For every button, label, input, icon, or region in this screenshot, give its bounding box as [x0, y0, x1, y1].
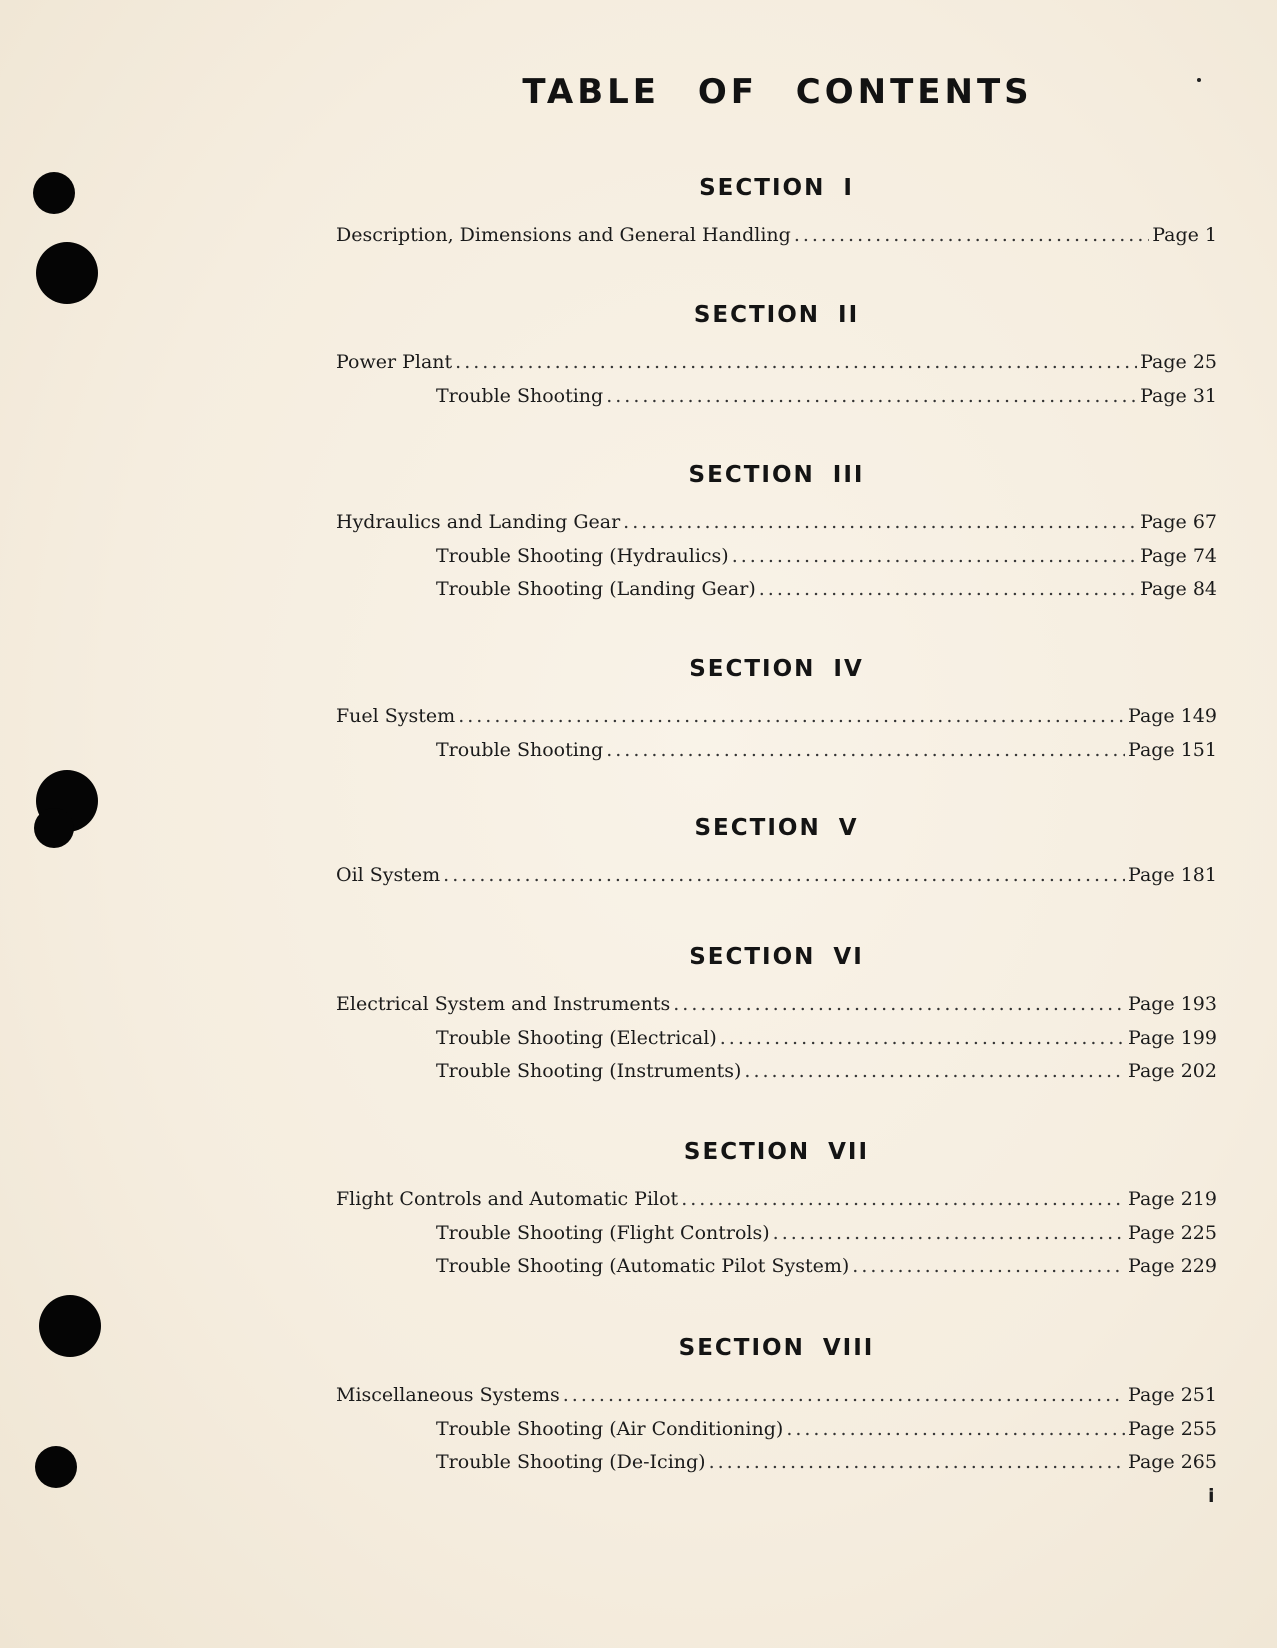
dot-leader — [606, 734, 1125, 768]
toc-entry-page: Page 229 — [1128, 1255, 1217, 1277]
toc-entry-page: Page 202 — [1128, 1060, 1217, 1082]
dot-leader — [709, 1446, 1125, 1480]
toc-entry-label: Trouble Shooting — [436, 384, 604, 407]
section-entries — [336, 346, 1217, 413]
toc-entry-page: Page 151 — [1128, 738, 1217, 761]
section-heading: SECTION II — [693, 302, 860, 328]
toc-entry-page: Page 74 — [1140, 544, 1217, 567]
section-heading: SECTION VIII — [678, 1335, 875, 1361]
toc-section — [336, 458, 1217, 607]
section-entries — [336, 988, 1217, 1089]
toc-entry — [336, 540, 1217, 574]
dot-leader — [458, 700, 1125, 734]
binder-hole — [34, 808, 74, 848]
toc-entry — [336, 1446, 1217, 1480]
section-entries — [336, 1379, 1217, 1480]
toc-entry-label: Trouble Shooting (Automatic Pilot System) — [436, 1255, 850, 1277]
toc-entry-label: Trouble Shooting (Instruments) — [436, 1060, 742, 1082]
section-entries — [336, 219, 1217, 253]
dot-leader — [744, 1055, 1125, 1089]
dot-leader — [786, 1413, 1125, 1447]
toc-entry-page: Page 199 — [1128, 1026, 1217, 1049]
toc-entry-label: Electrical System and Instruments — [336, 993, 671, 1015]
toc-entry-label: Description, Dimensions and General Handling — [336, 224, 791, 246]
toc-entry — [336, 506, 1217, 540]
toc-entry — [336, 1250, 1217, 1284]
toc-entry — [336, 219, 1217, 253]
toc-entry — [336, 700, 1217, 734]
toc-entry-page: Page 1 — [1152, 224, 1217, 246]
toc-entry-page: Page 225 — [1128, 1221, 1217, 1244]
section-heading: SECTION I — [699, 175, 854, 201]
dot-leader — [455, 346, 1137, 380]
toc-entry-label: Fuel System — [336, 705, 456, 727]
dot-leader — [563, 1379, 1125, 1413]
toc-entry-page: Page 219 — [1128, 1188, 1217, 1210]
toc-entry — [336, 380, 1217, 414]
binder-hole — [36, 242, 98, 304]
toc-entry — [336, 573, 1217, 607]
section-entries — [336, 506, 1217, 607]
toc-section — [336, 940, 1217, 1089]
toc-entry-page: Page 181 — [1128, 864, 1217, 886]
section-heading: SECTION VI — [689, 944, 864, 970]
dot-leader — [606, 380, 1137, 414]
toc-section — [336, 1331, 1217, 1480]
binder-hole — [33, 172, 75, 214]
toc-entry-page: Page 84 — [1140, 578, 1217, 600]
dot-leader — [681, 1183, 1125, 1217]
binder-hole — [39, 1295, 101, 1357]
dot-leader — [794, 219, 1149, 253]
dot-leader — [773, 1217, 1125, 1251]
toc-entry-page: Page 149 — [1128, 705, 1217, 727]
toc-section — [336, 811, 1217, 893]
dot-leader — [673, 988, 1125, 1022]
toc-entry-label: Trouble Shooting (Landing Gear) — [436, 578, 756, 600]
toc-entry-page: Page 255 — [1128, 1417, 1217, 1440]
toc-entry — [336, 988, 1217, 1022]
toc-entry-page: Page 25 — [1140, 351, 1217, 373]
toc-entry — [336, 1183, 1217, 1217]
toc-entry — [336, 1413, 1217, 1447]
toc-entry — [336, 1217, 1217, 1251]
toc-entry-page: Page 251 — [1128, 1384, 1217, 1406]
toc-entry-label: Trouble Shooting (Flight Controls) — [436, 1221, 770, 1244]
toc-entry-page: Page 265 — [1128, 1451, 1217, 1473]
dot-leader — [443, 859, 1125, 893]
section-heading: SECTION IV — [689, 656, 864, 682]
page-title: TABLE OF CONTENTS — [522, 72, 1033, 112]
section-entries — [336, 700, 1217, 767]
binder-hole — [35, 1446, 77, 1488]
toc-entry-label: Trouble Shooting (De-Icing) — [436, 1451, 706, 1473]
dot-leader — [623, 506, 1137, 540]
dot-leader — [852, 1250, 1125, 1284]
toc-entry-page: Page 67 — [1140, 511, 1217, 533]
toc-entry-label: Hydraulics and Landing Gear — [336, 511, 621, 533]
section-heading: SECTION VII — [683, 1139, 870, 1165]
section-heading: SECTION III — [688, 462, 865, 488]
toc-entry — [336, 859, 1217, 893]
toc-entry-label: Trouble Shooting (Hydraulics) — [436, 544, 729, 567]
section-heading: SECTION V — [694, 815, 859, 841]
dot-leader — [759, 573, 1137, 607]
toc-entry-page: Page 31 — [1140, 384, 1217, 407]
section-entries — [336, 859, 1217, 893]
toc-entry — [336, 1022, 1217, 1056]
toc-entry-label: Flight Controls and Automatic Pilot — [336, 1188, 679, 1210]
toc-entry-label: Trouble Shooting — [436, 738, 604, 761]
dot-leader — [720, 1022, 1125, 1056]
toc-section — [336, 652, 1217, 767]
toc-entry-label: Power Plant — [336, 351, 453, 373]
toc-entry-label: Trouble Shooting (Electrical) — [436, 1026, 717, 1049]
toc-entry-page: Page 193 — [1128, 993, 1217, 1015]
toc-entry-label: Miscellaneous Systems — [336, 1384, 560, 1406]
page-number: i — [1208, 1485, 1215, 1507]
toc-entry — [336, 1379, 1217, 1413]
dot-leader — [732, 540, 1137, 574]
toc-section — [336, 1135, 1217, 1284]
toc-section — [336, 171, 1217, 253]
toc-section — [336, 298, 1217, 413]
toc-entry — [336, 346, 1217, 380]
toc-entry — [336, 734, 1217, 768]
toc-entry-label: Oil System — [336, 864, 441, 886]
toc-entry-label: Trouble Shooting (Air Conditioning) — [436, 1417, 784, 1440]
section-entries — [336, 1183, 1217, 1284]
toc-entry — [336, 1055, 1217, 1089]
